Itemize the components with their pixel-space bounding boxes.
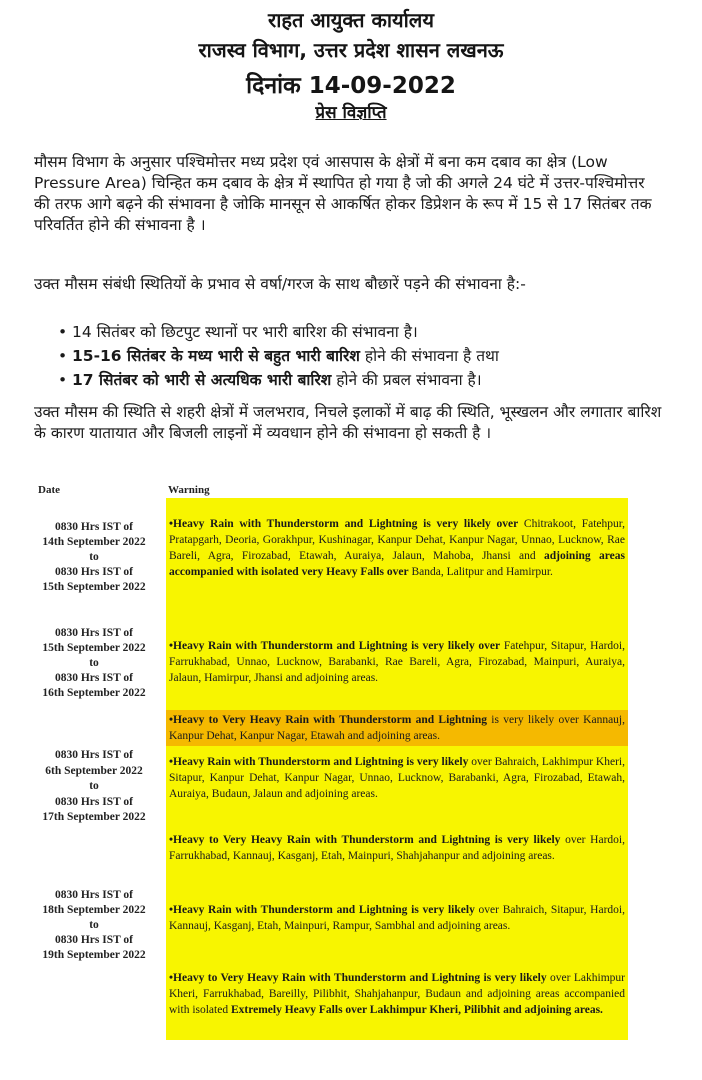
document-title: प्रेस विज्ञप्ति [315,103,387,123]
date-to-separator: to [89,919,99,931]
office-name: राहत आयुक्त कार्यालय [268,8,434,32]
warning-cell [166,498,628,608]
column-header-warning: Warning [168,484,210,496]
bullet-bold-text: 15-16 सितंबर के मध्य भारी से बहुत भारी बारिश [72,347,360,365]
date-from-day: 15th September 2022 [42,642,146,654]
date-range-cell [22,520,166,595]
warning-text: over Bahraich, Lakhimpur Kheri, Sitapur, Kanpur Dehat, Kanpur Nagar, Unnao, Lucknow, Barabanki, Agra, Firozabad, Etawah, Auraiya, Budaun, Jalaun and adjoining areas. [169,756,625,800]
date-to-time: 0830 Hrs IST of [54,672,134,684]
paragraph-impacts: उक्त मौसम की स्थिति से शहरी क्षेत्रों में जलभराव, निचले इलाकों में बाढ़ की स्थिति, भूस्खलन और लगातार बारिश के कारण यातायात और बिजली लाइनों में व्यवधान होने की संभावना हो सकती है । [34,403,662,442]
warning-cell [166,746,628,830]
warning-text: Fatehpur, Sitapur, Hardoi, Farrukhabad, Unnao, Lucknow, Barabanki, Rae Bareli, Agra, Firozabad, Mainpuri, Auraiya, Jalaun, Hamirpur, Jhansi and adjoining areas. [169,640,625,684]
release-date: दिनांक 14-09-2022 [246,73,456,99]
date-to-separator: to [89,657,99,669]
warning-text: over Lakhimpur Kheri, Farrukhabad, Bareilly, Pilibhit, Shahjahanpur, Budaun and adjoining areas accompanied with isolated [169,972,625,1016]
date-to-day: 17th September 2022 [42,811,146,823]
warning-text: is very likely over Kannauj, Kanpur Dehat, Kanpur Nagar, Etawah and adjoining areas. [169,714,626,742]
date-to-day: 15th September 2022 [42,581,146,593]
paragraph-low-pressure: मौसम विभाग के अनुसार पश्चिमोत्तर मध्य प्रदेश एवं आसपास के क्षेत्रों में बना कम दबाव का क्षेत्र (Low Pressure Area) चिन्हित कम दबाव के क्षेत्र में स्थापित हो गया है जो की अगले 24 घंटे में उत्तर-पश्चिमोत्तर की तरफ आगे बढ़ने की संभावना है जोकि मानसून से आकर्षित होकर डिप्रेशन के रूप में 15 से 17 सितंबर तक परिवर्तित होने की संभावना है । [34,153,652,234]
warning-text: Chitrakoot, Fatehpur, Pratapgarh, Deoria, Gorakhpur, Kushinagar, Kanpur Dehat, Kanpur Nagar, Unnao, Lucknow, Rae Bareli, Agra, Firozabad, Etawah, Auraiya, Jalaun, Mahoba, Jhansi and [169,518,625,562]
bullet-dot-icon: • [58,323,68,341]
warning-cell-severe [166,966,628,1040]
warning-bold-text: •Heavy Rain with Thunderstorm and Lightning is very likely [169,904,475,916]
bullet-dot-icon: • [58,371,68,389]
date-to-time: 0830 Hrs IST of [54,934,134,946]
date-from-time: 0830 Hrs IST of [54,627,134,639]
warning-bold-text: Extremely Heavy Falls over Lakhimpur Kheri, Pilibhit and adjoining areas. [230,1004,603,1016]
bullet-item [58,320,658,344]
warning-text: Banda, Lalitpur and Hamirpur. [408,566,553,578]
warning-cell [166,882,628,966]
warning-text: over Bahraich, Sitapur, Hardoi, Kannauj, Kasganj, Etah, Mainpuri, Rampur, Sambhal and adjoining areas. [169,904,625,932]
bullet-dot-icon: • [58,347,68,365]
warning-bold-text: •Heavy Rain with Thunderstorm and Lightning is very likely over [169,518,519,530]
warning-text: over Hardoi, Farrukhabad, Kannauj, Kasganj, Etah, Mainpuri, Shahjahanpur and adjoining areas. [169,834,625,862]
date-to-day: 16th September 2022 [42,687,146,699]
warning-bold-text: •Heavy Rain with Thunderstorm and Lightning is very likely [169,756,469,768]
warning-bold-text: •Heavy to Very Heavy Rain with Thunderstorm and Lightning [169,714,487,726]
forecast-bullet-list [58,320,658,392]
bullet-text: होने की प्रबल संभावना है। [331,371,482,389]
date-from-time: 0830 Hrs IST of [54,749,134,761]
bullet-text: होने की संभावना है तथा [359,347,499,365]
date-to-time: 0830 Hrs IST of [54,566,134,578]
warning-bold-text: •Heavy to Very Heavy Rain with Thunderstorm and Lightning is very likely [169,834,561,846]
date-range-cell [22,626,166,701]
warning-bold-text: •Heavy to Very Heavy Rain with Thunderstorm and Lightning is very likely [169,972,547,984]
date-range-cell [22,748,166,826]
date-from-time: 0830 Hrs IST of [54,889,134,901]
bullet-text: 14 सितंबर को छिटपुट स्थानों पर भारी बारिश की संभावना है। [72,323,418,341]
date-from-day: 18th September 2022 [42,904,146,916]
paragraph-conditions: उक्त मौसम संबंधी स्थितियों के प्रभाव से वर्षा/गरज के साथ बौछारें पड़ने की संभावना है:- [34,275,526,293]
bullet-bold-text: 17 सितंबर को भारी से अत्यधिक भारी बारिश [72,371,332,389]
date-to-separator: to [89,780,99,792]
bullet-item [58,344,658,368]
bullet-item [58,368,658,392]
department-name: राजस्व विभाग, उत्तर प्रदेश शासन लखनऊ [198,38,504,62]
warning-bold-text: •Heavy Rain with Thunderstorm and Lightning is very likely over [169,640,501,652]
date-to-separator: to [89,551,99,563]
date-range-cell [22,888,166,963]
date-from-day: 6th September 2022 [45,764,143,777]
column-header-date: Date [38,484,60,496]
warning-cell [166,608,628,710]
warning-bold-text: adjoining areas accompanied with isolated very Heavy Falls over [169,550,625,578]
date-to-day: 19th September 2022 [42,949,146,961]
date-from-day: 14th September 2022 [42,536,146,548]
warning-cell-severe [166,710,628,746]
date-from-time: 0830 Hrs IST of [54,521,134,533]
date-to-time: 0830 Hrs IST of [54,795,134,808]
warning-cell-severe [166,830,628,882]
